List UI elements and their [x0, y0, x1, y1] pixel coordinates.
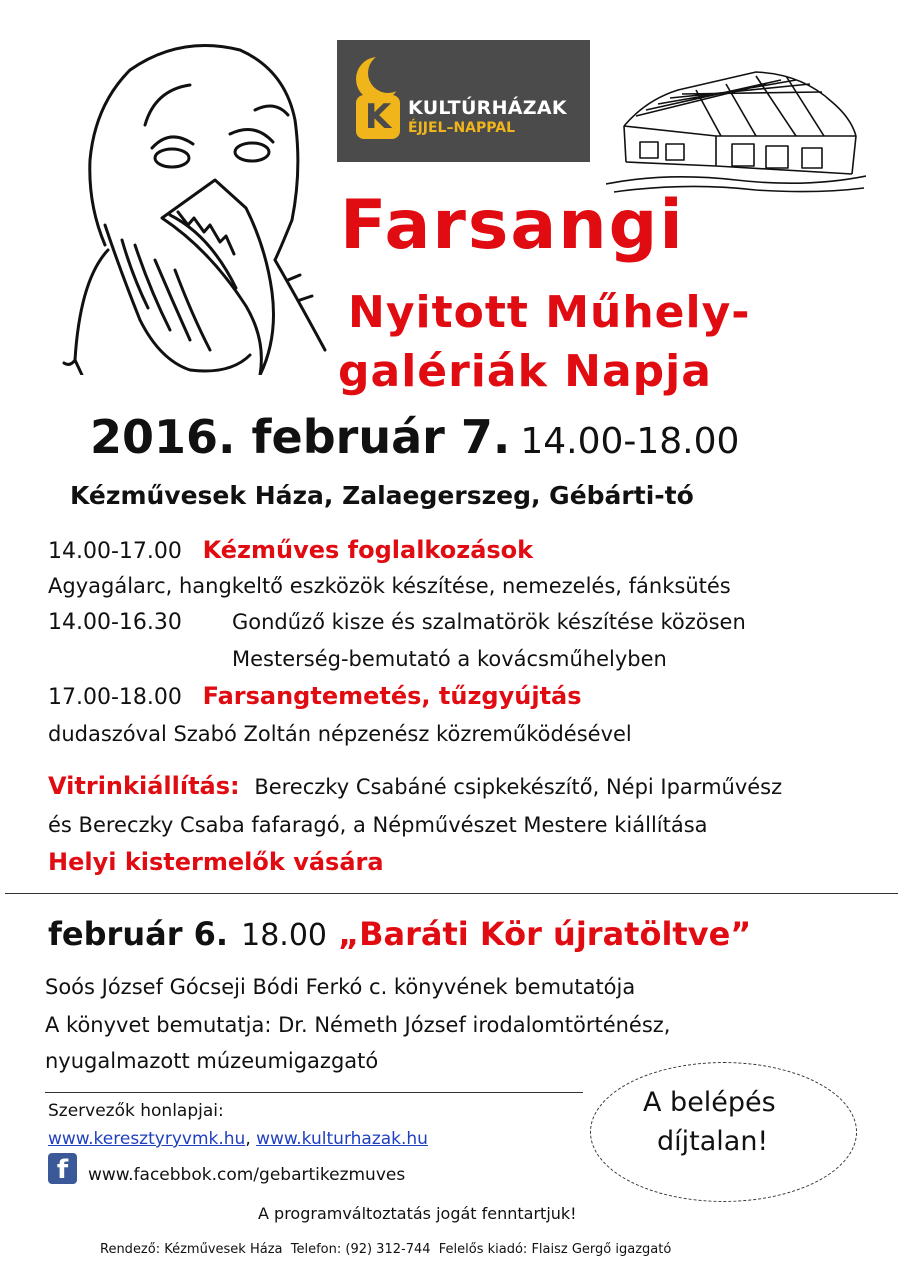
- second-event-heading: [48, 915, 751, 953]
- second-event-title: „Baráti Kör újratöltve”: [338, 915, 752, 953]
- exhibition-text-1: Bereczky Csabáné csipkekészítő, Népi Iparművész: [254, 775, 783, 799]
- program-row-1: [48, 536, 533, 564]
- footer-credits: Rendező: Kézművesek Háza Telefon: (92) 312-744 Felelős kiadó: Flaisz Gergő igazgató: [100, 1242, 672, 1257]
- program-1-time: 14.00-17.00: [48, 539, 182, 564]
- event-venue: Kézművesek Háza, Zalaegerszeg, Gébárti-tó: [70, 481, 694, 510]
- carnival-mask-illustration: [60, 30, 330, 375]
- program-row-3: [48, 682, 582, 710]
- program-2-time: 14.00-16.30: [48, 610, 182, 635]
- event-date: [90, 410, 739, 464]
- link-kulturhazak[interactable]: www.kulturhazak.hu: [256, 1129, 428, 1149]
- free-entry-line-1: A belépés: [643, 1087, 776, 1118]
- exhibition-label: Vitrinkiállítás:: [48, 772, 240, 800]
- exhibition-text-2: és Bereczky Csaba fafaragó, a Népművészet Mestere kiállítása: [48, 813, 708, 837]
- event-date-main: 2016. február 7.: [90, 410, 511, 464]
- program-1-title: Kézműves foglalkozások: [202, 536, 534, 564]
- free-entry-line-2: díjtalan!: [657, 1126, 769, 1157]
- second-event-date: február 6.: [48, 915, 229, 953]
- program-3-title: Farsangtemetés, tűzgyújtás: [202, 682, 582, 710]
- program-2-desc-1: Gondűző kisze és szalmatörök készítése közösen: [232, 610, 746, 634]
- title-line-1: Farsangi: [340, 186, 685, 265]
- link-kereszturyvmk[interactable]: www.keresztyryvmk.hu: [48, 1129, 246, 1149]
- logo-title: KULTÚRHÁZAK: [408, 97, 567, 119]
- program-2-desc-2: Mesterség-bemutató a kovácsműhelyben: [232, 647, 667, 671]
- second-event-desc-1: Soós József Gócseji Bódi Ferkó c. könyvének bemutatója: [45, 975, 636, 999]
- title-line-3: galériák Napja: [338, 346, 712, 397]
- title-line-2: Nyitott Műhely-: [348, 287, 751, 338]
- exhibition-row: [48, 772, 782, 800]
- second-event-desc-3: nyugalmazott múzeumigazgató: [45, 1049, 379, 1073]
- divider: [45, 1092, 583, 1093]
- house-illustration: [606, 64, 866, 194]
- second-event-time: 18.00: [241, 918, 328, 953]
- program-1-desc: Agyagálarc, hangkeltő eszközök készítése, nemezelés, fánksütés: [48, 574, 731, 598]
- market-heading: Helyi kistermelők vására: [48, 848, 384, 876]
- program-3-time: 17.00-18.00: [48, 685, 182, 710]
- moon-shadow-shape: [368, 53, 408, 93]
- organizer-links: [48, 1129, 428, 1149]
- divider: [5, 893, 898, 894]
- program-3-desc: dudaszóval Szabó Zoltán népzenész közreműködésével: [48, 722, 632, 746]
- disclaimer: A programváltoztatás jogát fenntartjuk!: [258, 1204, 577, 1223]
- facebook-url[interactable]: www.facebbok.com/gebartikezmuves: [88, 1165, 406, 1185]
- logo-subtitle: ÉJJEL–NAPPAL: [408, 120, 516, 136]
- event-time: 14.00-18.00: [520, 421, 740, 462]
- facebook-icon[interactable]: f: [48, 1153, 77, 1184]
- logo-k-icon: K: [356, 95, 400, 139]
- second-event-desc-2: A könyvet bemutatja: Dr. Németh József irodalomtörténész,: [45, 1013, 671, 1037]
- link-separator: ,: [245, 1129, 251, 1149]
- organizers-label: Szervezők honlapjai:: [48, 1101, 224, 1121]
